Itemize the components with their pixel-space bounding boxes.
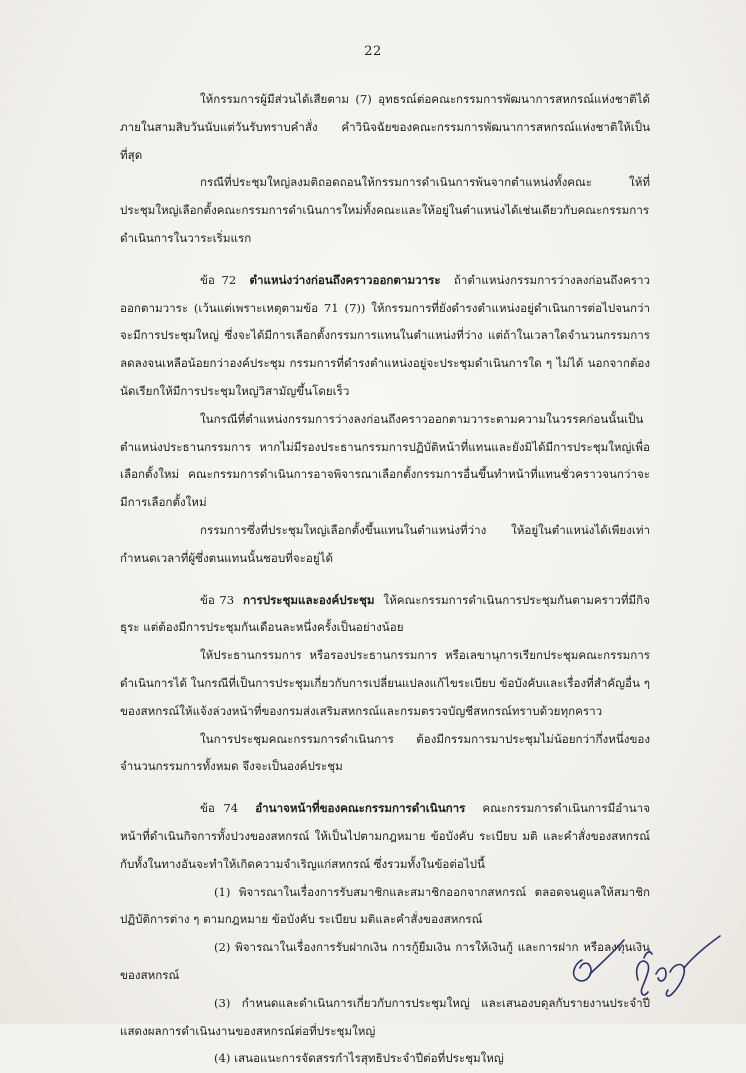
signatures: [560, 918, 730, 1008]
section-text: คณะกรรมการดำเนินการมีอำนาจหน้าที่ดำเนินกิจการทั้งปวงของสหกรณ์ ให้เป็นไปตามกฎหมาย ข้อบังคับ ระเบียบ มติ และคำสั่งของสหกรณ์ กับทั้งในทางอันจะทำให้เกิดความจำเริญแก่สหกรณ์ ซึ่งรวมทั้งในข้อต่อไปนี้: [120, 801, 650, 871]
list-item: (1) พิจารณาในเรื่องการรับสมาชิกและสมาชิกออกจากสหกรณ์ ตลอดจนดูแลให้สมาชิกปฏิบัติการต่าง ๆ ตามกฎหมาย ข้อบังคับ ระเบียบ มติและคำสั่งของสหกรณ์: [120, 884, 650, 927]
paragraph: กรณีที่ประชุมใหญ่ลงมติถอดถอนให้กรรมการดำเนินการพ้นจากตำแหน่งทั้งคณะ ให้ที่ประชุมใหญ่เลือกตั้งคณะกรรมการดำเนินการใหม่ทั้งคณะและให้อยู่ในตำแหน่งได้เช่นเดียวกับคณะกรรมการดำเนินการในวาระเริ่มแรก: [120, 175, 650, 245]
section-number: ข้อ 73: [200, 592, 235, 607]
list-item: (3) กำหนดและดำเนินการเกี่ยวกับการประชุมใหญ่ และเสนองบดุลกับรายงานประจำปีแสดงผลการดำเนินงานของสหกรณ์ต่อที่ประชุมใหญ่: [120, 995, 650, 1038]
paragraph: ให้ประธานกรรมการ หรือรองประธานกรรมการ หรือเลขานุการเรียกประชุมคณะกรรมการดำเนินการได้ ในกรณีที่เป็นการประชุมเกี่ยวกับการเปลี่ยนแปลงแก้ไขระเบียบ ข้อบังคับและเรื่องที่สำคัญอื่น ๆ ของสหกรณ์ให้แจ้งล่วงหน้าที่ของกรมส่งเสริมสหกรณ์และกรมตรวจบัญชีสหกรณ์ทราบด้วยทุกคราว: [120, 648, 650, 718]
paragraph: ในกรณีที่ตำแหน่งกรรมการว่างลงก่อนถึงคราวออกตามวาระตามความในวรรคก่อนนั้นเป็นตำแหน่งประธานกรรมการ หากไม่มีรองประธานกรรมการปฏิบัติหน้าที่แทนและยังมิได้มีการประชุมใหญ่เพื่อเลือกตั้งใหม่ คณะกรรมการดำเนินการอาจพิจารณาเลือกตั้งกรรมการอื่นขึ้นทำหน้าที่แทนชั่วคราวจนกว่าจะมีการเลือกตั้งใหม่: [120, 411, 650, 510]
paragraph: กรรมการซึ่งที่ประชุมใหญ่เลือกตั้งขึ้นแทนในตำแหน่งที่ว่าง ให้อยู่ในตำแหน่งได้เพียงเท่ากำหนดเวลาที่ผู้ซึ่งตนแทนนั้นชอบที่จะอยู่ได้: [120, 522, 650, 565]
list-item: (2) พิจารณาในเรื่องการรับฝากเงิน การกู้ยืมเงิน การให้เงินกู้ และการฝาก หรือลงทุนเงินของสหกรณ์: [120, 940, 650, 982]
section-number: ข้อ 74: [200, 801, 239, 816]
section-73: [120, 587, 650, 643]
section-heading: อำนาจหน้าที่ของคณะกรรมการดำเนินการ: [255, 801, 466, 816]
section-text: ถ้าตำแหน่งกรรมการว่างลงก่อนถึงคราวออกตามวาระ (เว้นแต่เพราะเหตุตามข้อ 71 (7)) ให้กรรมการที่ยังดำรงตำแหน่งอยู่ดำเนินการต่อไปจนกว่าจะมีการประชุมใหญ่ ซึ่งจะได้มีการเลือกตั้งกรรมการแทนในตำแหน่งที่ว่าง แต่ถ้าในเวลาใดจำนวนกรรมการลดลงจนเหลือน้อยกว่าองค์ประชุม กรรมการที่ดำรงตำแหน่งอยู่จะประชุมดำเนินการใด ๆ ไม่ได้ นอกจากต้องนัดเรียกให้มีการประชุมใหญ่วิสามัญขึ้นโดยเร็ว: [120, 272, 650, 398]
signature-left: [574, 940, 624, 981]
page-number: 22: [364, 44, 382, 59]
paragraph: ให้กรรมการผู้มีส่วนได้เสียตาม (7) อุทธรณ์ต่อคณะกรรมการพัฒนาการสหกรณ์แห่งชาติได้ภายในสามสิบวันนับแต่วันรับทราบคำสั่ง คำวินิจฉัยของคณะกรรมการพัฒนาการสหกรณ์แห่งชาติให้เป็นที่สุด: [120, 92, 650, 162]
section-text: ให้คณะกรรมการดำเนินการประชุมกันตามคราวที่มีกิจธุระ แต่ต้องมีการประชุมกันเดือนละหนึ่งครั้งเป็นอย่างน้อย: [120, 592, 650, 635]
section-72: [120, 267, 650, 406]
section-heading: ตำแหน่งว่างก่อนถึงคราวออกตามวาระ: [249, 272, 441, 287]
section-heading: การประชุมและองค์ประชุม: [242, 592, 375, 607]
section-number: ข้อ 72: [200, 272, 237, 287]
paragraph: ในการประชุมคณะกรรมการดำเนินการ ต้องมีกรรมการมาประชุมไม่น้อยกว่ากึ่งหนึ่งของจำนวนกรรมการทั้งหมด จึงจะเป็นองค์ประชุม: [120, 731, 650, 774]
signature-right: [637, 936, 720, 996]
list-item: (4) เสนอแนะการจัดสรรกำไรสุทธิประจำปีต่อที่ประชุมใหญ่: [214, 1051, 504, 1066]
section-74: [120, 795, 650, 878]
